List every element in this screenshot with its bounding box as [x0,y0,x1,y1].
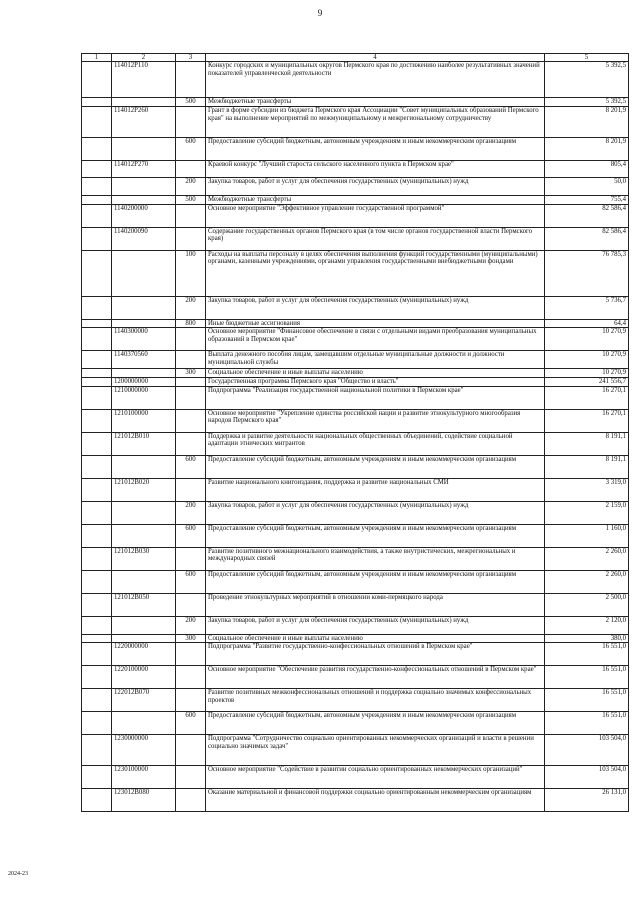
code-cell: 1210000000 [112,386,176,409]
amount-cell: 2 159,0 [545,501,629,524]
expense-type-cell [176,386,206,409]
expense-type-cell [176,643,206,666]
table-row [82,547,629,570]
amount-cell: 1 160,0 [545,524,629,547]
table-row [82,227,629,250]
document-code: 2024-23 [8,871,28,877]
table-row [82,712,629,735]
row-number-cell [82,369,112,378]
name-cell: Расходы на выплаты персоналу в целях обеспечения выполнения функций государственными (муниципальными) органами, казенными учреждениями, органами управления государственными внебюджетными фондами [206,250,545,296]
amount-cell: 64,4 [545,319,629,328]
name-cell: Подпрограмма "Сотрудничество социально ориентированных некоммерческих организаций и власти в решении социально значимых задач" [206,735,545,766]
row-number-cell [82,227,112,250]
name-cell: Конкурс городских и муниципальных округов Пермского края по достижению наиболее результативных значений показателей управленческой деятельности [206,62,545,98]
name-cell: Краевой конкурс "Лучший староста сельского населенного пункта в Пермском крае" [206,161,545,178]
table-row [82,593,629,616]
expense-type-cell [176,432,206,455]
table-row [82,178,629,196]
amount-cell: 8 191,1 [545,432,629,455]
code-cell [112,501,176,524]
name-cell: Закупка товаров, работ и услуг для обеспечения государственных (муниципальных) нужд [206,296,545,319]
table-row [82,766,629,789]
row-number-cell [82,351,112,369]
row-number-cell [82,98,112,107]
expense-type-cell: 800 [176,319,206,328]
expense-type-cell [176,735,206,766]
row-number-cell [82,409,112,432]
expense-type-cell [176,227,206,250]
expense-type-cell [176,666,206,689]
row-number-cell [82,547,112,570]
amount-cell: 2 260,0 [545,547,629,570]
table-row [82,735,629,766]
expense-type-cell: 300 [176,634,206,643]
row-number-cell [82,250,112,296]
table-row [82,351,629,369]
table-row [82,616,629,634]
table-row [82,319,629,328]
row-number-cell [82,593,112,616]
amount-cell: 2 260,0 [545,570,629,593]
expense-type-cell: 500 [176,196,206,205]
code-cell [112,98,176,107]
code-cell: 114012P260 [112,107,176,138]
expense-type-cell: 200 [176,501,206,524]
name-cell: Межбюджетные трансферты [206,98,545,107]
name-cell: Закупка товаров, работ и услуг для обеспечения государственных (муниципальных) нужд [206,616,545,634]
amount-cell: 16 551,0 [545,643,629,666]
code-cell [112,524,176,547]
table-row [82,478,629,501]
code-cell: 1140200090 [112,227,176,250]
row-number-cell [82,138,112,161]
amount-cell: 8 201,9 [545,107,629,138]
row-number-cell [82,643,112,666]
header-col-3: 3 [176,54,206,62]
amount-cell: 2 120,0 [545,616,629,634]
code-cell [112,319,176,328]
name-cell: Развитие позитивного межнационального взаимодействия, а также внутристических, межрегиональных и международных связей [206,547,545,570]
table-row [82,409,629,432]
amount-cell: 8 201,9 [545,138,629,161]
table-row [82,138,629,161]
expense-type-cell [176,547,206,570]
name-cell: Выплата денежного пособия лицам, замещавшим отдельные муниципальные должности и должности муниципальной службы [206,351,545,369]
code-cell: 1210100000 [112,409,176,432]
table-row [82,369,629,378]
row-number-cell [82,196,112,205]
code-cell: 1230100000 [112,766,176,789]
row-number-cell [82,666,112,689]
table-row [82,524,629,547]
header-col-2: 2 [112,54,176,62]
amount-cell: 82 586,4 [545,227,629,250]
code-cell: 1140370560 [112,351,176,369]
row-number-cell [82,377,112,386]
expense-type-cell [176,62,206,98]
expense-type-cell [176,351,206,369]
expense-type-cell [176,377,206,386]
row-number-cell [82,328,112,351]
amount-cell: 10 270,9 [545,351,629,369]
header-col-4: 4 [206,54,545,62]
table-row [82,296,629,319]
table-row [82,62,629,98]
code-cell: 114012P270 [112,161,176,178]
code-cell [112,634,176,643]
name-cell: Предоставление субсидий бюджетным, автономным учреждениям и иным некоммерческим организациям [206,455,545,478]
row-number-cell [82,501,112,524]
name-cell: Иные бюджетные ассигнования [206,319,545,328]
row-number-cell [82,570,112,593]
code-cell: 123012B080 [112,789,176,812]
table-row [82,789,629,812]
expense-type-cell: 200 [176,296,206,319]
row-number-cell [82,735,112,766]
code-cell [112,570,176,593]
name-cell: Государственная программа Пермского края "Общество и власть" [206,377,545,386]
amount-cell: 16 551,0 [545,712,629,735]
name-cell: Подпрограмма "Реализация государственной национальной политики в Пермском крае" [206,386,545,409]
budget-table [81,53,629,812]
name-cell: Поддержка и развитие деятельности национальных общественных объединений, содействие социальной адаптации этнических мигрантов [206,432,545,455]
name-cell: Развитие позитивных межконфессиональных отношений и поддержка социально значимых конфессиональных проектов [206,689,545,712]
table-row [82,666,629,689]
header-col-1: 1 [82,54,112,62]
code-cell [112,455,176,478]
code-cell [112,712,176,735]
table-row [82,634,629,643]
name-cell: Социальное обеспечение и иные выплаты населению [206,369,545,378]
row-number-cell [82,478,112,501]
amount-cell: 380,0 [545,634,629,643]
row-number-cell [82,178,112,196]
amount-cell: 5 392,5 [545,62,629,98]
amount-cell: 16 551,0 [545,689,629,712]
expense-type-cell [176,689,206,712]
row-number-cell [82,386,112,409]
amount-cell: 26 131,0 [545,789,629,812]
expense-type-cell [176,107,206,138]
table-row [82,455,629,478]
code-cell: 1140200000 [112,204,176,227]
row-number-cell [82,432,112,455]
name-cell: Развитие национального книгоиздания, поддержка и развитие национальных СМИ [206,478,545,501]
code-cell [112,138,176,161]
table-row [82,328,629,351]
table-row [82,98,629,107]
row-number-cell [82,524,112,547]
expense-type-cell [176,204,206,227]
amount-cell: 16 551,0 [545,666,629,689]
table-row [82,689,629,712]
code-cell [112,616,176,634]
expense-type-cell: 600 [176,570,206,593]
code-cell: 1230000000 [112,735,176,766]
table-row [82,161,629,178]
name-cell: Проведение этнокультурных мероприятий в отношении коми-пермяцкого народа [206,593,545,616]
code-cell: 114012P110 [112,62,176,98]
amount-cell: 3 319,0 [545,478,629,501]
code-cell: 121012B020 [112,478,176,501]
code-cell: 121012B030 [112,547,176,570]
code-cell [112,178,176,196]
amount-cell: 805,4 [545,161,629,178]
amount-cell: 16 270,1 [545,409,629,432]
amount-cell: 8 191,1 [545,455,629,478]
header-col-5: 5 [545,54,629,62]
expense-type-cell [176,593,206,616]
row-number-cell [82,455,112,478]
name-cell: Межбюджетные трансферты [206,196,545,205]
expense-type-cell: 500 [176,98,206,107]
row-number-cell [82,62,112,98]
code-cell [112,250,176,296]
table-row [82,386,629,409]
name-cell: Закупка товаров, работ и услуг для обеспечения государственных (муниципальных) нужд [206,501,545,524]
row-number-cell [82,766,112,789]
name-cell: Основное мероприятие "Укрепление единства российской нации и развитие этнокультурного многообразия народов Пермского края" [206,409,545,432]
row-number-cell [82,689,112,712]
amount-cell: 241 556,7 [545,377,629,386]
row-number-cell [82,161,112,178]
name-cell: Оказание материальной и финансовой поддержки социально ориентированным некоммерческим организациям [206,789,545,812]
amount-cell: 755,4 [545,196,629,205]
code-cell: 1140300000 [112,328,176,351]
code-cell: 122012B070 [112,689,176,712]
expense-type-cell [176,766,206,789]
amount-cell: 76 785,3 [545,250,629,296]
row-number-cell [82,634,112,643]
table-row [82,643,629,666]
expense-type-cell: 600 [176,524,206,547]
name-cell: Предоставление субсидий бюджетным, автономным учреждениям и иным некоммерческим организациям [206,524,545,547]
amount-cell: 103 504,0 [545,735,629,766]
row-number-cell [82,296,112,319]
code-cell: 1220000000 [112,643,176,666]
name-cell: Предоставление субсидий бюджетным, автономным учреждениям и иным некоммерческим организациям [206,138,545,161]
row-number-cell [82,712,112,735]
amount-cell: 50,0 [545,178,629,196]
amount-cell: 103 504,0 [545,766,629,789]
expense-type-cell [176,328,206,351]
table-row [82,432,629,455]
name-cell: Содержание государственных органов Пермского края (в том числе органов государственной власти Пермского края) [206,227,545,250]
expense-type-cell [176,409,206,432]
amount-cell: 82 586,4 [545,204,629,227]
amount-cell: 2 500,0 [545,593,629,616]
row-number-cell [82,789,112,812]
code-cell: 1200000000 [112,377,176,386]
expense-type-cell: 200 [176,178,206,196]
row-number-cell [82,616,112,634]
page-number: 9 [317,8,323,18]
expense-type-cell: 600 [176,712,206,735]
row-number-cell [82,319,112,328]
name-cell: Закупка товаров, работ и услуг для обеспечения государственных (муниципальных) нужд [206,178,545,196]
table-header-row [82,54,629,62]
table-row [82,250,629,296]
name-cell: Основное мероприятие "Содействие в развитии социально ориентированных некоммерческих организаций" [206,766,545,789]
expense-type-cell: 100 [176,250,206,296]
code-cell: 121012B050 [112,593,176,616]
table-row [82,377,629,386]
expense-type-cell [176,789,206,812]
table-row [82,107,629,138]
name-cell: Основное мероприятие "Финансовое обеспечение в связи с отдельными видами преобразования муниципальных образований в Пермском крае" [206,328,545,351]
expense-type-cell: 300 [176,369,206,378]
table-row [82,196,629,205]
amount-cell: 10 270,9 [545,369,629,378]
expense-type-cell: 600 [176,455,206,478]
amount-cell: 10 270,9 [545,328,629,351]
name-cell: Основное мероприятие "Эффективное управление государственной программой" [206,204,545,227]
row-number-cell [82,204,112,227]
row-number-cell [82,107,112,138]
table-row [82,204,629,227]
name-cell: Социальное обеспечение и иные выплаты населению [206,634,545,643]
amount-cell: 5 392,5 [545,98,629,107]
name-cell: Предоставление субсидий бюджетным, автономным учреждениям и иным некоммерческим организациям [206,570,545,593]
name-cell: Предоставление субсидий бюджетным, автономным учреждениям и иным некоммерческим организациям [206,712,545,735]
code-cell [112,296,176,319]
expense-type-cell [176,161,206,178]
expense-type-cell: 600 [176,138,206,161]
name-cell: Подпрограмма "Развитие государственно-конфессиональных отношений в Пермском крае" [206,643,545,666]
table-row [82,501,629,524]
expense-type-cell [176,478,206,501]
code-cell: 1220100000 [112,666,176,689]
table-row [82,570,629,593]
code-cell: 121012B010 [112,432,176,455]
name-cell: Грант в форме субсидии из бюджета Пермского края Ассоциации "Совет муниципальных образований Пермского края" на выполнение мероприятий по межмуниципальному и межрегиональному сотрудничеству [206,107,545,138]
code-cell [112,369,176,378]
expense-type-cell: 200 [176,616,206,634]
amount-cell: 5 736,7 [545,296,629,319]
code-cell [112,196,176,205]
name-cell: Основное мероприятие "Обеспечение развития государственно-конфессиональных отношений в Пермском крае" [206,666,545,689]
amount-cell: 16 270,1 [545,386,629,409]
